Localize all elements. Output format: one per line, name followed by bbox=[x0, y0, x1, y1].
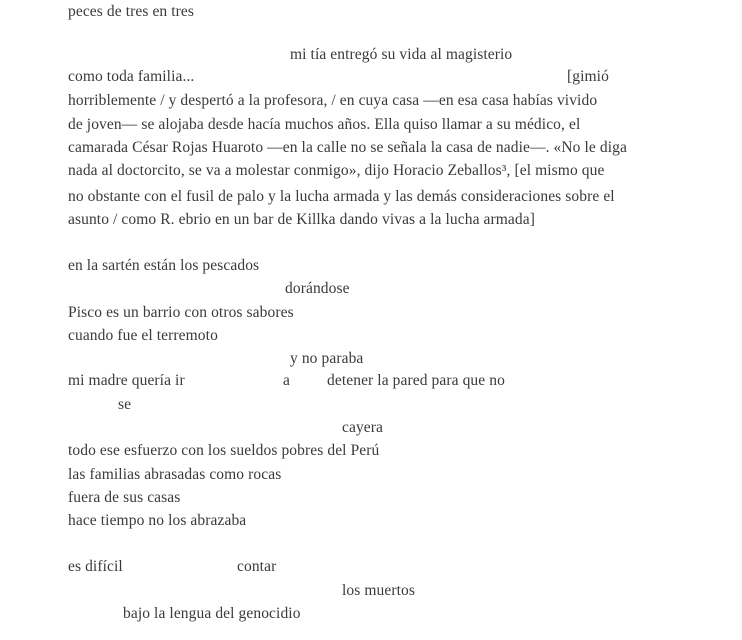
poem-line-segment: nada al doctorcito, se va a molestar conmigo», dijo Horacio Zeballos³, [el mismo que bbox=[68, 162, 605, 179]
poem-line-segment: en la sartén están los pescados bbox=[68, 257, 260, 274]
poem-line-segment: de joven— se alojaba desde hacía muchos años. Ella quiso llamar a su médico, el bbox=[68, 116, 581, 133]
poem-line-segment: bajo la lengua del genocidio bbox=[123, 605, 301, 622]
poem-line-segment: como toda familia... bbox=[68, 68, 195, 85]
poem-line-segment: horriblemente / y despertó a la profesora, / en cuya casa —en esa casa habías vivido bbox=[68, 92, 598, 109]
poem-line-segment: contar bbox=[237, 558, 277, 575]
poem-line-segment: peces de tres en tres bbox=[68, 3, 195, 20]
poem-line-segment: hace tiempo no los abrazaba bbox=[68, 512, 247, 529]
poem-line-segment: Pisco es un barrio con otros sabores bbox=[68, 304, 294, 321]
poem-line-segment: mi tía entregó su vida al magisterio bbox=[290, 46, 513, 63]
poem-line-segment: asunto / como R. ebrio en un bar de Killka dando vivas a la lucha armada] bbox=[68, 211, 535, 228]
poem-line-segment: y no paraba bbox=[290, 350, 364, 367]
poem-line-segment: fuera de sus casas bbox=[68, 489, 181, 506]
poem-line-segment: mi madre quería ir bbox=[68, 372, 185, 389]
poem-line-segment: cayera bbox=[342, 419, 384, 436]
poem-line-segment: los muertos bbox=[342, 582, 415, 599]
poem-line-segment: no obstante con el fusil de palo y la lucha armada y las demás consideraciones sobre el bbox=[68, 188, 615, 205]
poem-line-segment: a bbox=[283, 372, 290, 389]
poem-line-segment: las familias abrasadas como rocas bbox=[68, 466, 282, 483]
poem-line-segment: camarada César Rojas Huaroto —en la calle no se señala la casa de nadie—. «No le diga bbox=[68, 139, 627, 156]
poem-line-segment: detener la pared para que no bbox=[327, 372, 505, 389]
poem-line-segment: todo ese esfuerzo con los sueldos pobres del Perú bbox=[68, 442, 380, 459]
poem-line-segment: es difícil bbox=[68, 558, 123, 575]
poem-line-segment: se bbox=[118, 396, 132, 413]
poem-line-segment: cuando fue el terremoto bbox=[68, 327, 218, 344]
poem-line-segment: dorándose bbox=[285, 280, 350, 297]
poem-line-segment: [gimió bbox=[567, 68, 609, 85]
